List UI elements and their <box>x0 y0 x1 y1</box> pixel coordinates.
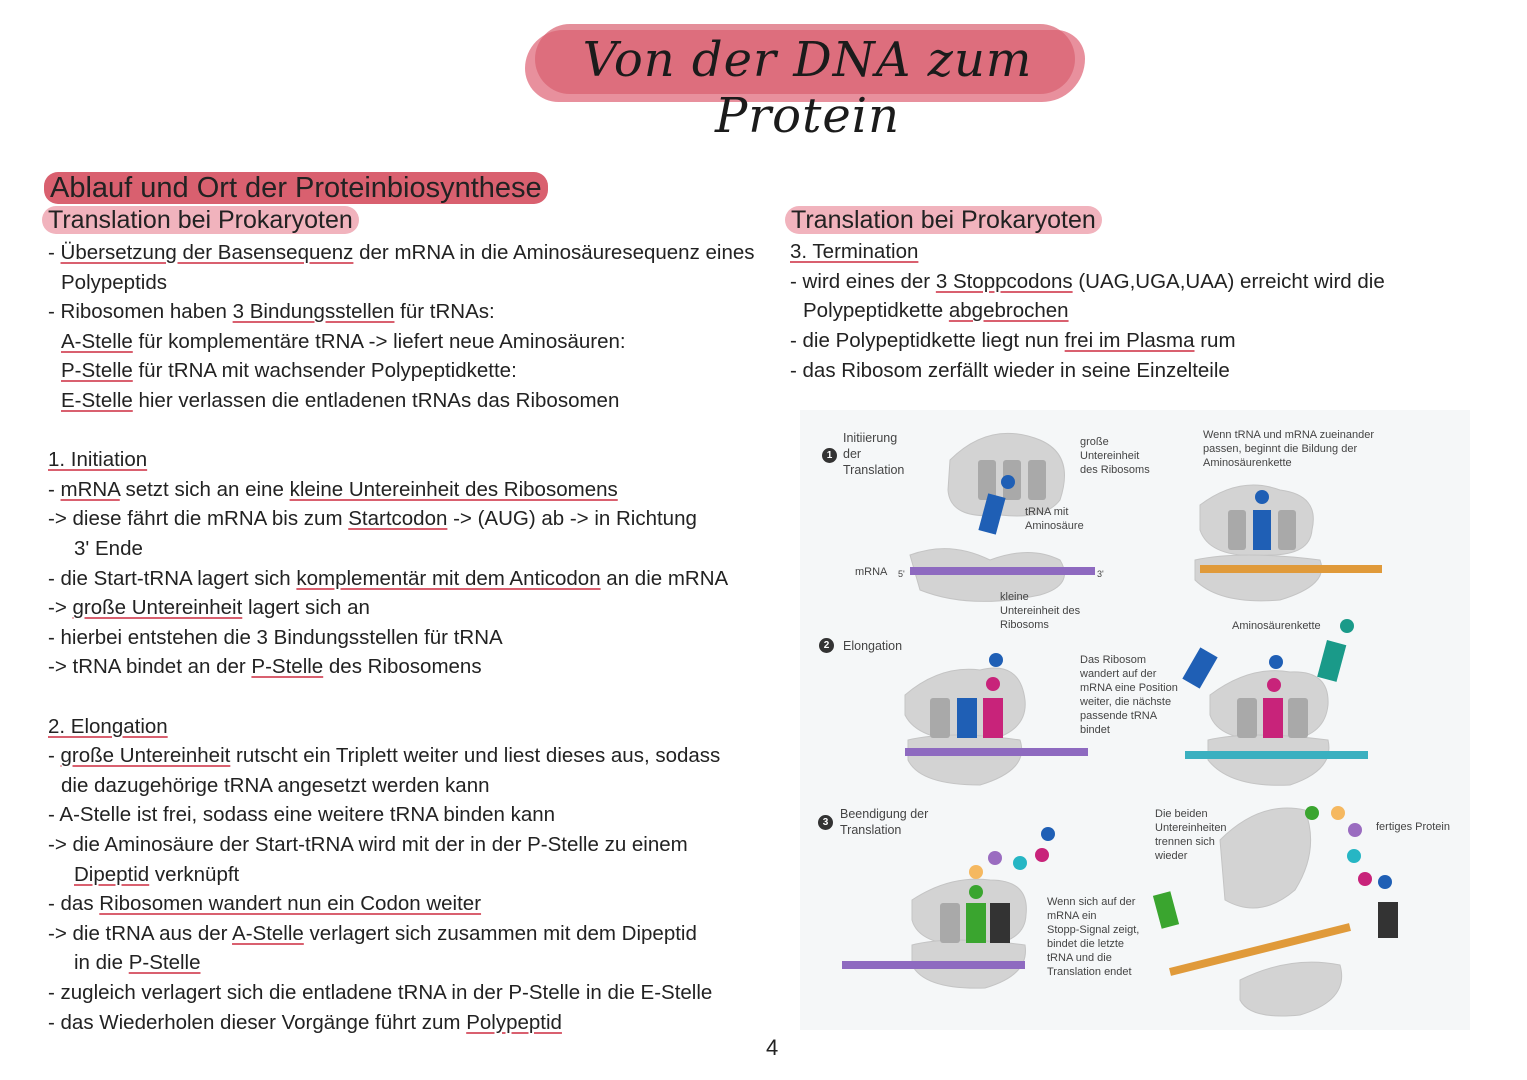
note-line <box>61 330 626 354</box>
right-subheading <box>785 206 1102 235</box>
step-1-badge: 1 <box>822 448 837 463</box>
note-text: -> die tRNA aus der <box>48 921 233 945</box>
note-line <box>48 922 697 946</box>
note-line <box>61 774 490 798</box>
trna-label: tRNA mit Aminosäure <box>1025 506 1084 532</box>
note-text: für tRNA mit wachsender Polypeptidkette: <box>132 359 517 383</box>
note-text: - <box>48 477 61 501</box>
underlined-term: große Untereinheit <box>60 744 231 768</box>
note-text: - die Polypeptidkette liegt nun <box>790 329 1065 353</box>
section-heading-text: Ablauf und Ort der Proteinbiosynthese <box>44 172 548 204</box>
note-line <box>74 537 143 561</box>
three-prime-label: 3' <box>1097 569 1104 579</box>
step-3-label: Beendigung der Translation <box>840 807 929 837</box>
note-line <box>61 389 619 413</box>
note-text: hier verlassen die entladenen tRNAs das Ribosomen <box>132 389 620 412</box>
note-line <box>48 981 712 1005</box>
note-text: verknüpft <box>149 862 240 886</box>
section-heading <box>44 172 548 205</box>
note-text: - A-Stelle ist frei, sodass eine weitere tRNA binden kann <box>48 803 556 827</box>
underlined-term: P-Stelle <box>251 655 324 679</box>
underlined-term: Polypeptid <box>466 1010 562 1034</box>
underlined-term: P-Stelle <box>61 359 133 383</box>
note-line <box>48 567 728 591</box>
note-text: - das Wiederholen dieser Vorgänge führt zum <box>48 1010 467 1034</box>
underlined-term: Ribosomen wandert nun ein Codon weiter <box>99 892 482 916</box>
note-line <box>48 507 697 531</box>
left-subheading-text: Translation bei Prokaryoten <box>42 206 359 234</box>
note-text: -> die Aminosäure der Start-tRNA wird mit der in der P-Stelle zu einem <box>48 833 688 856</box>
underlined-term: 3 Stoppcodons <box>935 269 1073 293</box>
note-line <box>61 359 517 383</box>
note-line <box>48 655 482 679</box>
right-subheading-text: Translation bei Prokaryoten <box>785 206 1102 234</box>
note-line <box>790 329 1236 353</box>
ribosome-moves-text: Das Ribosom wandert auf der mRNA eine Position weiter, die nächste passende tRNA bindet <box>1080 654 1178 736</box>
step-3-badge: 3 <box>818 815 833 830</box>
note-text: Polypeptids <box>61 270 167 294</box>
note-text: der mRNA in die Aminosäuresequenz eines <box>353 241 755 264</box>
note-text: - hierbei entstehen die 3 Bindungsstellen für tRNA <box>48 625 503 649</box>
note-line <box>803 299 1069 323</box>
note-line <box>48 803 555 827</box>
underlined-term: 1. Initiation <box>48 448 148 472</box>
note-text: Polypeptidkette <box>803 299 949 323</box>
note-line <box>48 300 495 324</box>
underlined-term: 3. Termination <box>790 240 919 263</box>
step-2-label: Elongation <box>843 639 903 653</box>
note-line <box>48 626 503 650</box>
match-text: Wenn tRNA und mRNA zueinander passen, beginnt die Bildung der Aminosäurenkette <box>1203 429 1374 469</box>
note-line <box>790 240 918 264</box>
note-text: die dazugehörige tRNA angesetzt werden kann <box>61 773 490 797</box>
note-line <box>48 715 168 739</box>
underlined-term: mRNA <box>60 477 120 501</box>
amino-chain-label: Aminosäurenkette <box>1232 620 1321 632</box>
underlined-term: 3 Bindungsstellen <box>232 300 395 324</box>
note-text: - das <box>48 892 100 916</box>
note-text: setzt sich an eine <box>119 477 290 501</box>
note-text: -> tRNA bindet an der <box>48 655 252 679</box>
note-text: des Ribosomens <box>323 655 482 679</box>
note-text: rum <box>1194 329 1236 353</box>
note-text: - Ribosomen haben <box>48 300 233 324</box>
note-text: - <box>48 744 61 768</box>
note-line <box>48 1011 562 1035</box>
small-subunit-label: kleine Untereinheit des Ribosoms <box>1000 591 1081 631</box>
five-prime-label: 5' <box>898 569 905 579</box>
note-line <box>48 744 720 768</box>
underlined-term: abgebrochen <box>948 299 1069 323</box>
note-text: in die <box>74 951 129 975</box>
note-line <box>48 596 370 620</box>
subunits-separate-text: Die beiden Untereinheiten trennen sich wieder <box>1155 808 1227 862</box>
page-number: 4 <box>766 1035 779 1060</box>
underlined-term: frei im Plasma <box>1064 329 1195 353</box>
note-line <box>790 270 1385 294</box>
note-line <box>61 271 167 295</box>
translation-diagram <box>800 410 1470 1030</box>
note-text: - wird eines der <box>790 269 936 293</box>
note-text: (UAG,UGA,UAA) erreicht wird die <box>1072 269 1385 293</box>
page-title-banner <box>525 22 1090 144</box>
underlined-term: A-Stelle <box>232 921 304 945</box>
note-line <box>790 359 1230 383</box>
note-text: - die Start-tRNA lagert sich <box>48 566 297 590</box>
underlined-term: A-Stelle <box>61 329 133 353</box>
note-line <box>48 241 755 265</box>
underlined-term: Startcodon <box>348 507 448 531</box>
note-text: 3' Ende <box>74 537 143 560</box>
note-text: verlagert sich zusammen mit dem Dipeptid <box>303 921 697 945</box>
underlined-term: 2. Elongation <box>48 714 168 738</box>
step-2-badge: 2 <box>819 638 834 653</box>
note-text: für komplementäre tRNA -> liefert neue Aminosäuren: <box>132 329 626 353</box>
underlined-term: Übersetzung der Basensequenz <box>60 241 354 264</box>
note-line <box>74 863 239 887</box>
note-line <box>48 892 481 916</box>
page-title: Von der DNA zum Protein <box>582 32 1033 144</box>
note-line <box>48 478 618 502</box>
underlined-term: große Untereinheit <box>72 596 243 620</box>
note-text: - das Ribosom zerfällt wieder in seine Einzelteile <box>790 358 1230 382</box>
mrna-label: mRNA <box>855 566 888 578</box>
large-subunit-label: große Untereinheit des Ribosoms <box>1080 436 1150 476</box>
note-line <box>48 448 147 472</box>
note-text: an die mRNA <box>600 566 729 590</box>
note-text: -> diese fährt die mRNA bis zum <box>48 507 349 531</box>
underlined-term: P-Stelle <box>128 951 201 975</box>
underlined-term: E-Stelle <box>61 389 133 412</box>
note-text: - <box>48 241 61 264</box>
underlined-term: komplementär mit dem Anticodon <box>296 566 601 590</box>
underlined-term: kleine Untereinheit des Ribosomens <box>289 477 618 501</box>
note-text: lagert sich an <box>242 596 370 620</box>
note-text: für tRNAs: <box>394 300 495 324</box>
underlined-term: Dipeptid <box>74 862 150 886</box>
note-line <box>74 951 201 975</box>
note-text: -> <box>48 596 73 620</box>
note-text: -> (AUG) ab -> in Richtung <box>447 507 697 531</box>
finished-protein-label: fertiges Protein <box>1376 821 1450 833</box>
left-subheading <box>42 206 359 235</box>
note-text: rutscht ein Triplett weiter und liest dieses aus, sodass <box>230 744 721 768</box>
stop-signal-text: Wenn sich auf der mRNA ein Stopp-Signal zeigt, bindet die letzte tRNA und die Translation endet <box>1047 896 1140 978</box>
step-1-label: Initiierung der Translation <box>843 431 905 477</box>
note-text: - zugleich verlagert sich die entladene tRNA in der P-Stelle in die E-Stelle <box>48 981 713 1004</box>
note-line <box>48 833 688 857</box>
